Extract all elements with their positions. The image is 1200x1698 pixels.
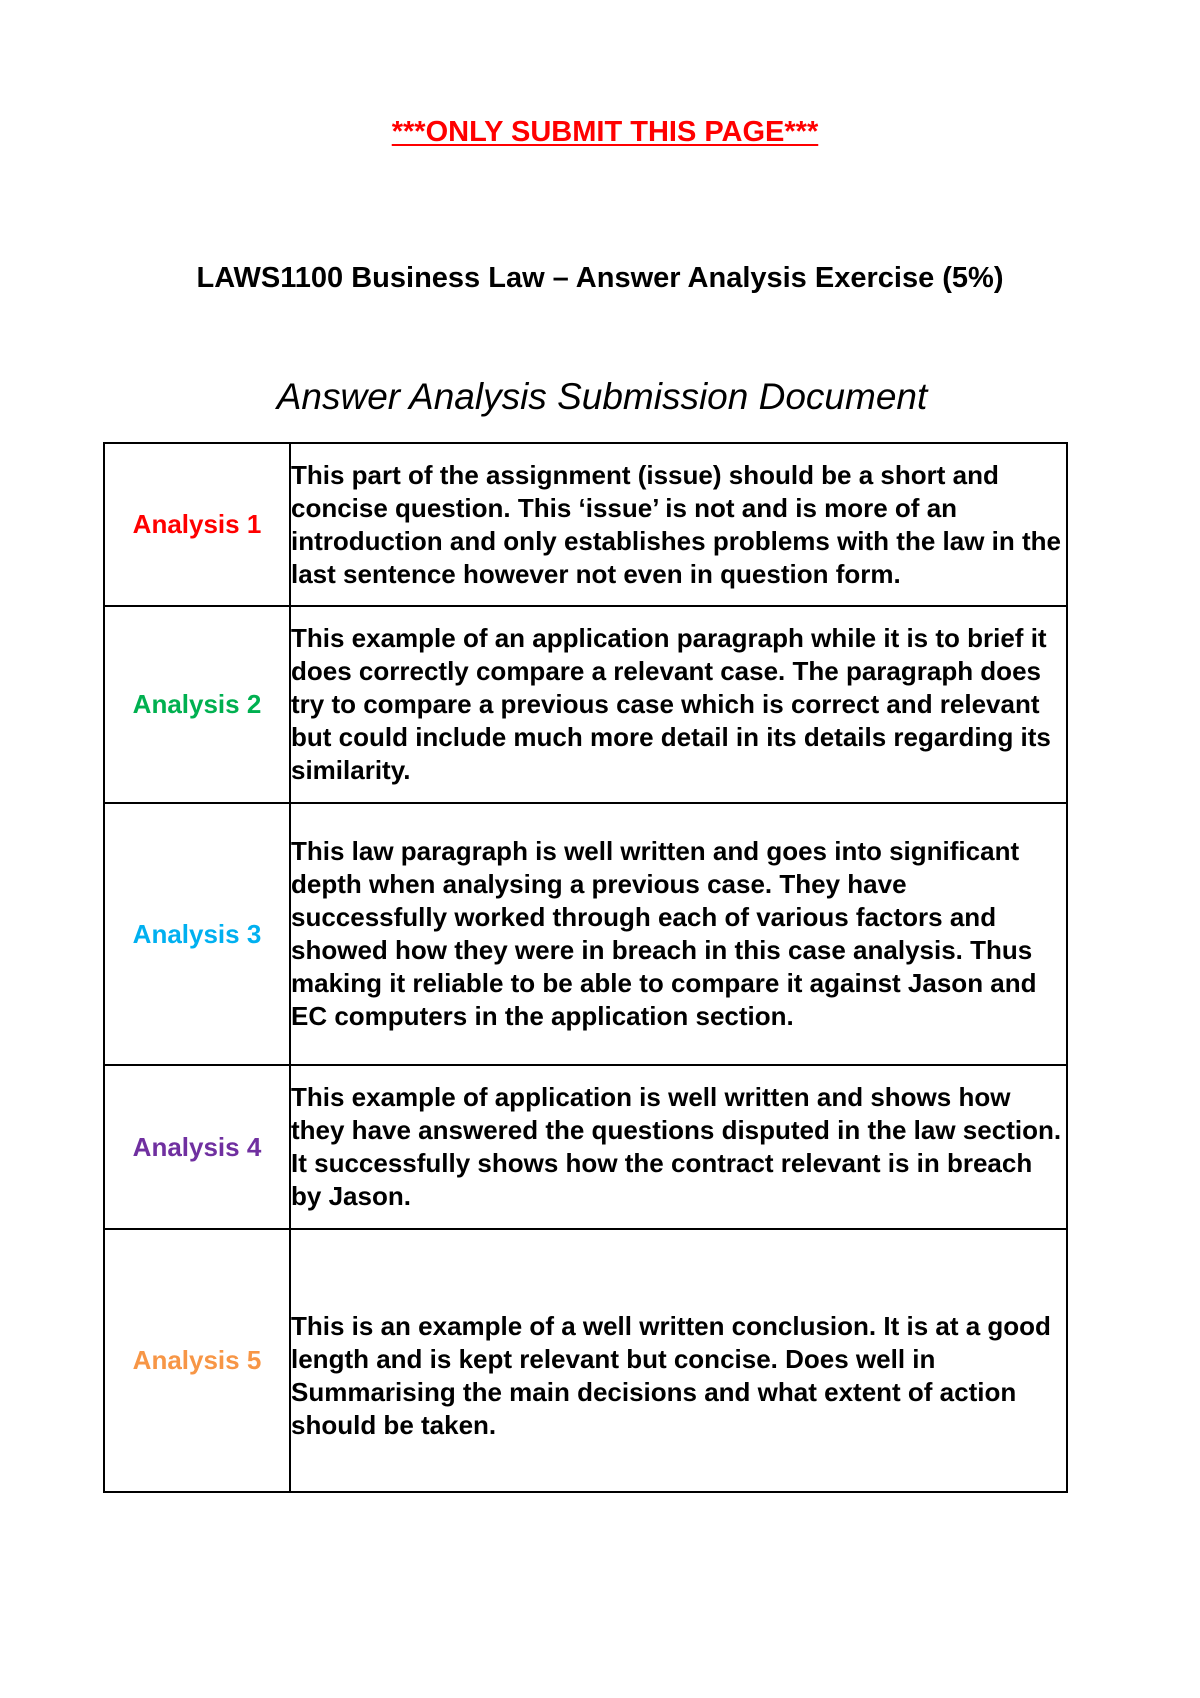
analysis-4-label: Analysis 4 — [104, 1065, 290, 1229]
analysis-2-label: Analysis 2 — [104, 606, 290, 803]
analysis-1-label: Analysis 1 — [104, 443, 290, 606]
analysis-3-text: This law paragraph is well written and goes into significant depth when analysing a previous case. They have successfully worked through each of various factors and showed how they were in breach in this case analysis. Thus making it reliable to be able to compare it against Jason and EC computers in the application section. — [290, 803, 1067, 1065]
analysis-3-label: Analysis 3 — [104, 803, 290, 1065]
analysis-5-text: This is an example of a well written conclusion. It is at a good length and is kept relevant but concise. Does well in Summarising the main decisions and what extent of action should be taken. — [291, 1310, 1051, 1440]
table-row — [104, 1229, 1067, 1492]
course-title: LAWS1100 Business Law – Answer Analysis Exercise (5%) — [196, 262, 1004, 294]
table-row — [104, 803, 1067, 1065]
analysis-table — [103, 442, 1068, 1493]
analysis-1-text: This part of the assignment (issue) should be a short and concise question. This ‘issue’ is not and is more of an introduction and only establishes problems with the law in the last sentence however not even in question form. — [290, 443, 1067, 606]
analysis-4-text: This example of application is well written and shows how they have answered the questions disputed in the law section. It successfully shows how the contract relevant is in breach by Jason. — [290, 1065, 1067, 1229]
analysis-5-label: Analysis 5 — [104, 1229, 290, 1492]
table-row — [104, 606, 1067, 803]
submit-notice: ***ONLY SUBMIT THIS PAGE*** — [391, 116, 819, 148]
analysis-2-text: This example of an application paragraph while it is to brief it does correctly compare a relevant case. The paragraph does try to compare a previous case which is correct and relevant but could include much more detail in its details regarding its similarity. — [290, 606, 1067, 803]
analysis-5-cell — [290, 1229, 1067, 1492]
table-row — [104, 443, 1067, 606]
table-row — [104, 1065, 1067, 1229]
document-title: Answer Analysis Submission Document — [276, 376, 928, 417]
